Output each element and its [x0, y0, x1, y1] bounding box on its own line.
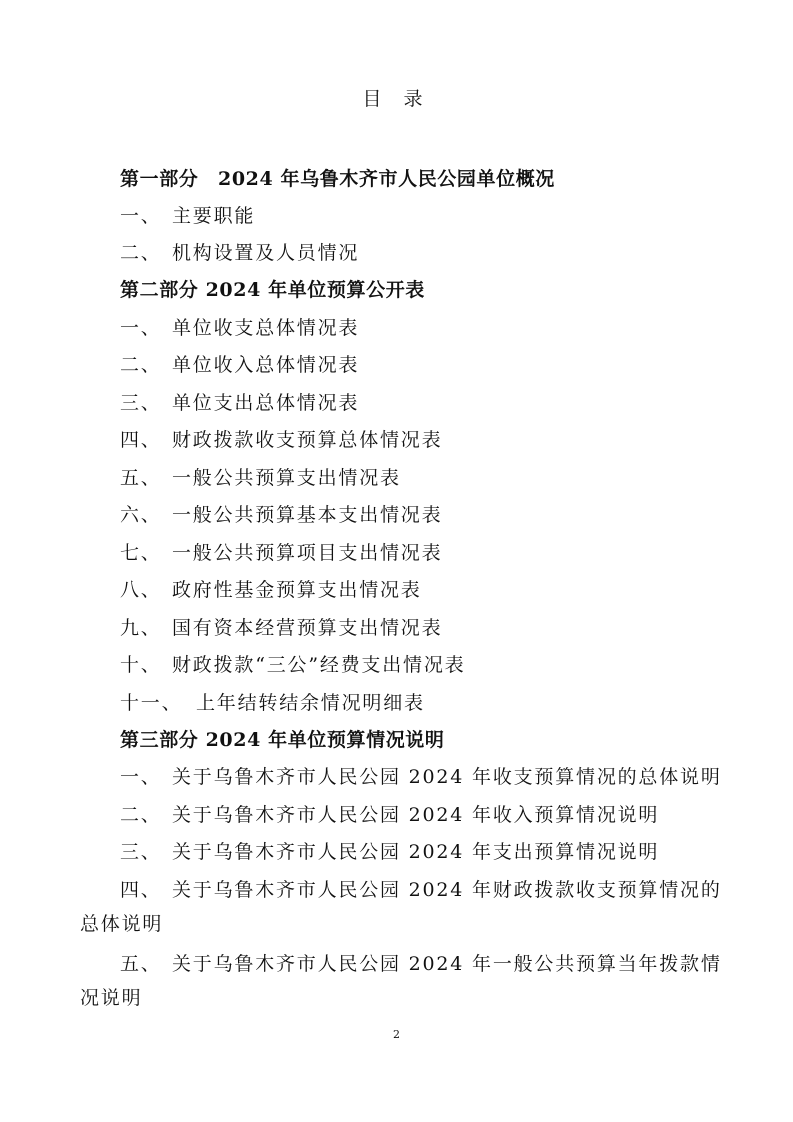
- toc-item: [120, 952, 722, 976]
- toc-item-text: 单位收入总体情况表: [172, 354, 360, 376]
- toc-item-number: 十、: [120, 654, 162, 676]
- toc-item-text: 单位收支总体情况表: [172, 317, 360, 339]
- toc-item: [120, 616, 442, 640]
- toc-item: [120, 541, 442, 565]
- toc-item-number: 二、: [120, 804, 162, 826]
- toc-item-number: 十一、: [120, 692, 183, 714]
- toc-item-text: 单位支出总体情况表: [172, 392, 360, 414]
- toc-item: [120, 391, 359, 415]
- part2-heading: 第二部分 2024 年单位预算公开表: [120, 279, 425, 301]
- toc-item: [120, 316, 359, 340]
- toc-item-number: 八、: [120, 579, 162, 601]
- toc-item-number: 一、: [120, 205, 162, 227]
- toc-item: [120, 765, 722, 789]
- toc-item-number: 四、: [120, 429, 162, 451]
- toc-item-number: 六、: [120, 504, 162, 526]
- toc-item-number: 三、: [120, 392, 162, 414]
- toc-item-text: 财政拨款“三公”经费支出情况表: [172, 654, 466, 676]
- toc-item-number: 二、: [120, 242, 162, 264]
- toc-item-text: 政府性基金预算支出情况表: [172, 579, 422, 601]
- toc-item-text: 关于乌鲁木齐市人民公园 2024 年财政拨款收支预算情况的: [172, 879, 722, 901]
- toc-item-number: 三、: [120, 841, 162, 863]
- toc-item: [120, 578, 422, 602]
- part1-heading: 第一部分 2024 年乌鲁木齐市人民公园单位概况: [120, 168, 555, 190]
- toc-item-text: 关于乌鲁木齐市人民公园 2024 年支出预算情况说明: [172, 841, 660, 863]
- toc-item-text: 关于乌鲁木齐市人民公园 2024 年一般公共预算当年拨款情: [172, 953, 722, 975]
- toc-item-continuation: 况说明: [80, 987, 143, 1009]
- toc-item-text: 一般公共预算基本支出情况表: [172, 504, 443, 526]
- toc-item-number: 七、: [120, 542, 162, 564]
- toc-item-text: 关于乌鲁木齐市人民公园 2024 年收入预算情况说明: [172, 804, 660, 826]
- toc-item-text: 上年结转结余情况明细表: [196, 692, 425, 714]
- page-number: 2: [393, 1028, 400, 1041]
- toc-item: [120, 466, 401, 490]
- toc-item: [120, 653, 465, 677]
- toc-item-continuation: 总体说明: [80, 913, 164, 935]
- toc-item-text: 一般公共预算项目支出情况表: [172, 542, 443, 564]
- toc-item: [120, 241, 359, 265]
- toc-title: 目 录: [362, 88, 431, 110]
- toc-item: [120, 204, 255, 228]
- toc-item: [120, 803, 659, 827]
- toc-item-number: 五、: [120, 467, 162, 489]
- toc-item-number: 二、: [120, 354, 162, 376]
- toc-item: [120, 353, 359, 377]
- toc-item-text: 关于乌鲁木齐市人民公园 2024 年收支预算情况的总体说明: [172, 766, 722, 788]
- toc-item-number: 九、: [120, 617, 162, 639]
- toc-item: [120, 503, 442, 527]
- toc-item-number: 五、: [120, 953, 162, 975]
- toc-item: [120, 691, 425, 715]
- part3-heading: 第三部分 2024 年单位预算情况说明: [120, 729, 445, 751]
- toc-item-number: 一、: [120, 317, 162, 339]
- toc-item-text: 主要职能: [172, 205, 256, 227]
- toc-item-number: 一、: [120, 766, 162, 788]
- toc-item-number: 四、: [120, 879, 162, 901]
- toc-item-text: 财政拨款收支预算总体情况表: [172, 429, 443, 451]
- toc-item: [120, 428, 442, 452]
- toc-item: [120, 878, 722, 902]
- toc-item-text: 机构设置及人员情况: [172, 242, 360, 264]
- toc-item-text: 一般公共预算支出情况表: [172, 467, 401, 489]
- toc-item-text: 国有资本经营预算支出情况表: [172, 617, 443, 639]
- toc-item: [120, 840, 659, 864]
